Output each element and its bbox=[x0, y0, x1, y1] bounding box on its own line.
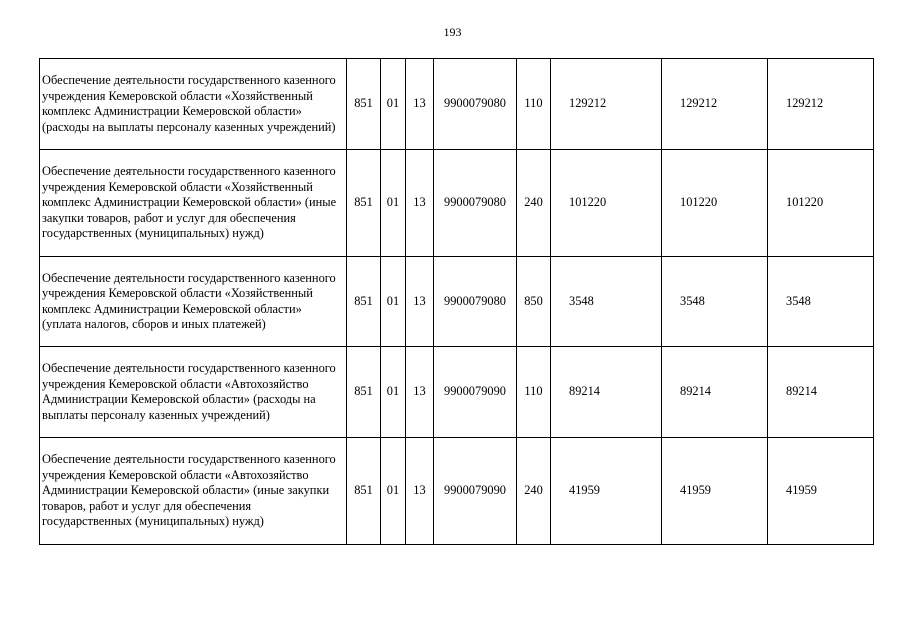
cell-expense-type: 240 bbox=[517, 438, 551, 545]
table-row bbox=[40, 150, 874, 257]
table-row bbox=[40, 438, 874, 545]
cell-section: 01 bbox=[381, 347, 406, 438]
cell-description: Обеспечение деятельности государственного казенного учреждения Кемеровской области «Хозяйственный комплекс Администрации Кемеровской области» (расходы на выплаты персоналу казенных учреждений) bbox=[40, 59, 347, 150]
cell-amount-1: 41959 bbox=[551, 438, 662, 545]
cell-amount-3: 101220 bbox=[768, 150, 874, 257]
table-row bbox=[40, 347, 874, 438]
budget-table bbox=[39, 58, 874, 545]
cell-ministry: 851 bbox=[347, 257, 381, 347]
cell-description: Обеспечение деятельности государственного казенного учреждения Кемеровской области «Автохозяйство Администрации Кемеровской области» (расходы на выплаты персоналу казенных учреждений) bbox=[40, 347, 347, 438]
cell-expense-type: 240 bbox=[517, 150, 551, 257]
cell-subsection: 13 bbox=[406, 347, 434, 438]
cell-section: 01 bbox=[381, 257, 406, 347]
cell-target: 9900079080 bbox=[434, 257, 517, 347]
cell-amount-2: 3548 bbox=[662, 257, 768, 347]
cell-ministry: 851 bbox=[347, 438, 381, 545]
cell-target: 9900079090 bbox=[434, 438, 517, 545]
table-row bbox=[40, 59, 874, 150]
cell-amount-3: 89214 bbox=[768, 347, 874, 438]
cell-amount-2: 41959 bbox=[662, 438, 768, 545]
cell-subsection: 13 bbox=[406, 438, 434, 545]
cell-amount-1: 3548 bbox=[551, 257, 662, 347]
cell-amount-2: 101220 bbox=[662, 150, 768, 257]
cell-amount-2: 129212 bbox=[662, 59, 768, 150]
cell-subsection: 13 bbox=[406, 257, 434, 347]
cell-section: 01 bbox=[381, 59, 406, 150]
cell-ministry: 851 bbox=[347, 347, 381, 438]
cell-amount-1: 101220 bbox=[551, 150, 662, 257]
cell-ministry: 851 bbox=[347, 59, 381, 150]
cell-description: Обеспечение деятельности государственного казенного учреждения Кемеровской области «Хозяйственный комплекс Администрации Кемеровской области» (иные закупки товаров, работ и услуг для обеспечения государственных (муниципальных) нужд) bbox=[40, 150, 347, 257]
cell-description: Обеспечение деятельности государственного казенного учреждения Кемеровской области «Автохозяйство Администрации Кемеровской области» (иные закупки товаров, работ и услуг для обеспечения государственных (муниципальных) нужд) bbox=[40, 438, 347, 545]
cell-target: 9900079080 bbox=[434, 150, 517, 257]
cell-expense-type: 850 bbox=[517, 257, 551, 347]
cell-description: Обеспечение деятельности государственного казенного учреждения Кемеровской области «Хозяйственный комплекс Администрации Кемеровской области» (уплата налогов, сборов и иных платежей) bbox=[40, 257, 347, 347]
cell-target: 9900079080 bbox=[434, 59, 517, 150]
cell-amount-1: 89214 bbox=[551, 347, 662, 438]
cell-amount-3: 41959 bbox=[768, 438, 874, 545]
cell-expense-type: 110 bbox=[517, 59, 551, 150]
cell-amount-2: 89214 bbox=[662, 347, 768, 438]
cell-amount-3: 3548 bbox=[768, 257, 874, 347]
page-number: 193 bbox=[443, 25, 462, 39]
cell-target: 9900079090 bbox=[434, 347, 517, 438]
cell-expense-type: 110 bbox=[517, 347, 551, 438]
cell-subsection: 13 bbox=[406, 150, 434, 257]
cell-amount-3: 129212 bbox=[768, 59, 874, 150]
table-row bbox=[40, 257, 874, 347]
cell-amount-1: 129212 bbox=[551, 59, 662, 150]
cell-subsection: 13 bbox=[406, 59, 434, 150]
cell-ministry: 851 bbox=[347, 150, 381, 257]
cell-section: 01 bbox=[381, 150, 406, 257]
cell-section: 01 bbox=[381, 438, 406, 545]
